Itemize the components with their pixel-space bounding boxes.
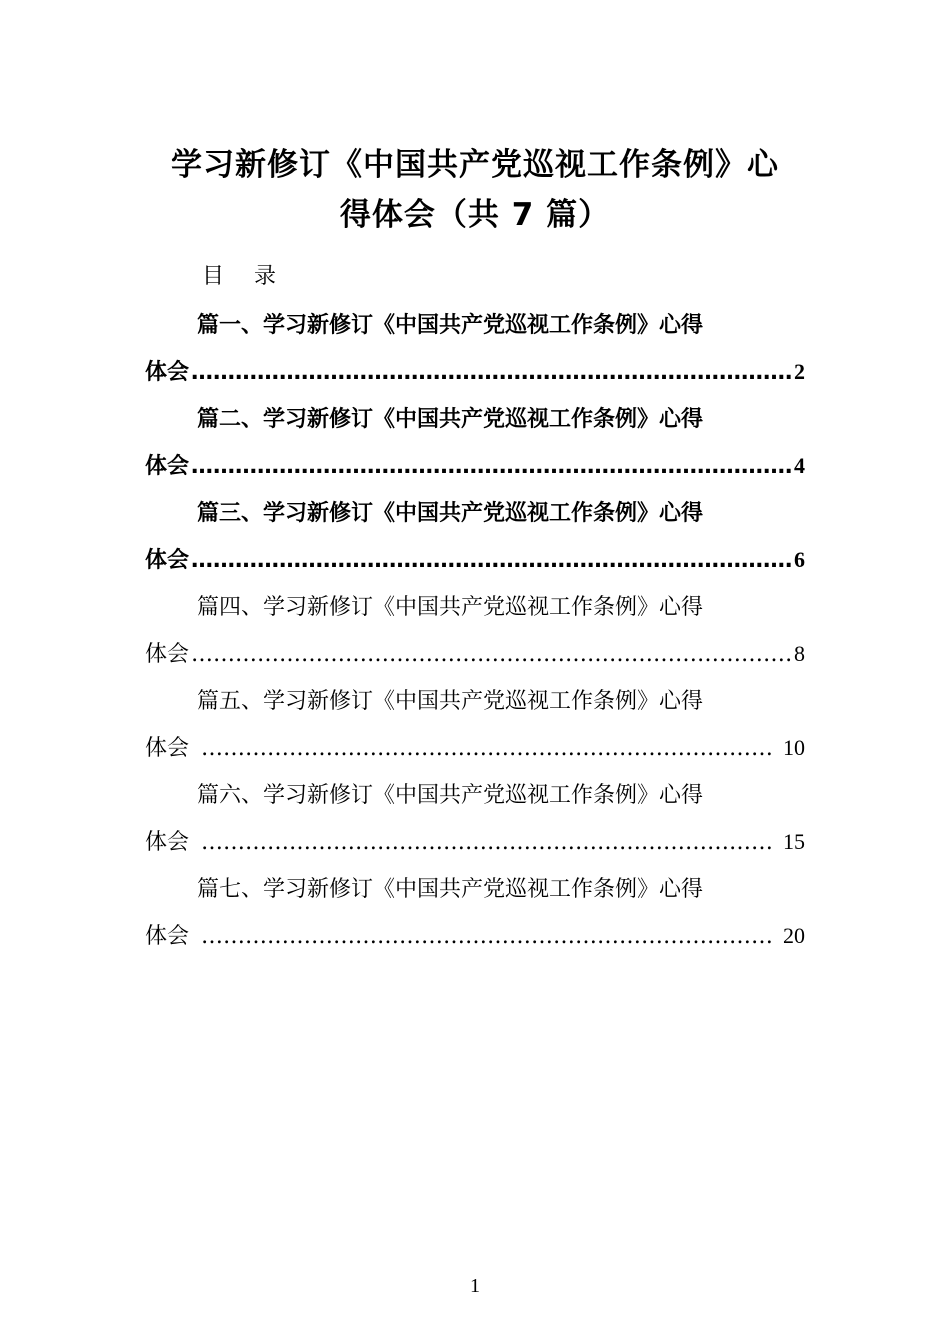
toc-page-number: 10: [783, 735, 805, 760]
dot-leader: [201, 822, 773, 864]
toc-entry-title: 篇六、学习新修订《中国共产党巡视工作条例》心得: [197, 783, 704, 808]
toc-entry-title-continued: 体会: [145, 360, 190, 385]
toc-heading: [202, 262, 278, 292]
title-line-1: 学习新修订《中国共产党巡视工作条例》心: [171, 147, 779, 183]
toc-entry-6[interactable]: [145, 775, 805, 869]
toc-entry-title: 篇一、学习新修订《中国共产党巡视工作条例》心得: [197, 313, 704, 338]
toc-entry-5[interactable]: [145, 681, 805, 775]
toc-entry-title: 篇七、学习新修订《中国共产党巡视工作条例》心得: [197, 877, 704, 902]
toc-page-number: 20: [783, 923, 805, 948]
toc-entry-title-continued: 体会: [145, 830, 190, 855]
dot-leader: [191, 446, 792, 488]
dot-leader: [201, 728, 773, 770]
dot-leader: [191, 634, 792, 676]
toc-entry-title-continued: 体会: [145, 454, 190, 479]
table-of-contents: [145, 305, 805, 963]
dot-leader: [191, 540, 792, 582]
toc-entry-7[interactable]: [145, 869, 805, 963]
toc-entry-title: 篇三、学习新修订《中国共产党巡视工作条例》心得: [197, 501, 704, 526]
toc-entry-3[interactable]: [145, 493, 805, 587]
title-line-2: 得体会（共 7 篇）: [339, 197, 611, 233]
toc-entry-title: 篇四、学习新修订《中国共产党巡视工作条例》心得: [197, 595, 704, 620]
toc-heading-char-2: 录: [254, 264, 279, 289]
toc-entry-title: 篇二、学习新修订《中国共产党巡视工作条例》心得: [197, 407, 704, 432]
document-title: [130, 140, 820, 240]
toc-page-number: 15: [783, 829, 805, 854]
toc-entry-title-continued: 体会: [145, 548, 190, 573]
toc-entry-title-continued: 体会: [145, 642, 190, 667]
toc-entry-title-continued: 体会: [145, 736, 190, 761]
toc-heading-char-1: 目: [202, 264, 227, 289]
toc-entry-title-continued: 体会: [145, 924, 190, 949]
toc-page-number: 4: [794, 453, 805, 478]
toc-entry-2[interactable]: [145, 399, 805, 493]
toc-page-number: 6: [794, 547, 805, 572]
dot-leader: [201, 916, 773, 958]
toc-page-number: 8: [794, 641, 805, 666]
toc-entry-1[interactable]: [145, 305, 805, 399]
page-number-footer: 1: [470, 1275, 480, 1297]
toc-entry-4[interactable]: [145, 587, 805, 681]
toc-page-number: 2: [794, 359, 805, 384]
dot-leader: [191, 352, 792, 394]
toc-entry-title: 篇五、学习新修订《中国共产党巡视工作条例》心得: [197, 689, 704, 714]
